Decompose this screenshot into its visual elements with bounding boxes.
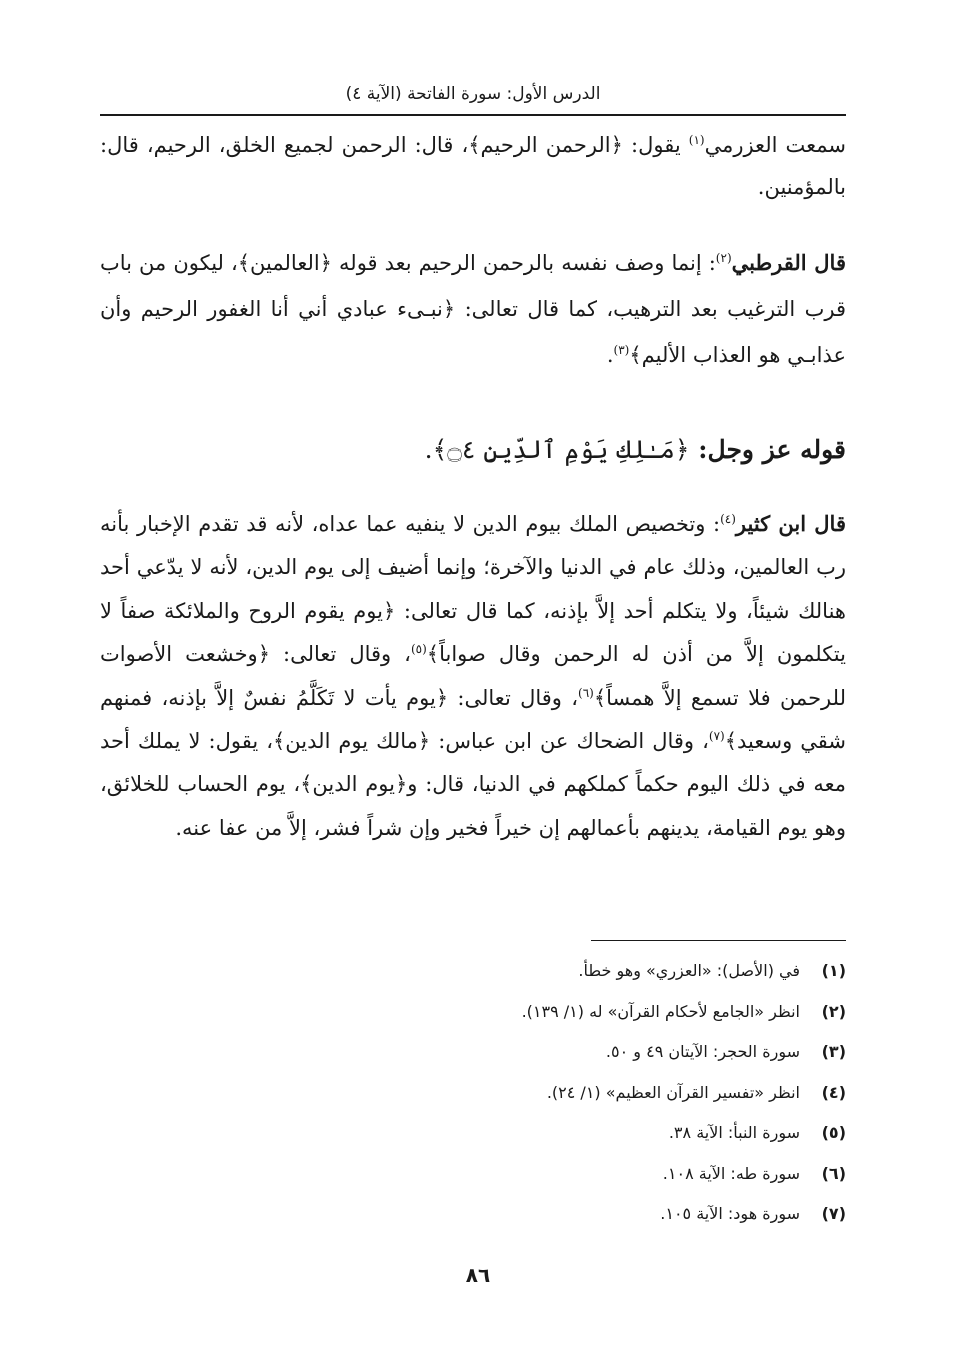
footnote-item (100, 1198, 846, 1239)
footnote-item (100, 1158, 846, 1199)
footnote-ref: (٣) (613, 343, 630, 357)
paragraph-body: : وتخصيص الملك بيوم الدين لا ينفيه عما عداه، لأنه قد تقدم الإخبار بأنه رب العالمين، وذلك عام في الدنيا والآخرة؛ وإنما أضيف إلى يوم الدين، لأنه لا يدّعي أحد هنالك شيئاً، ولا يتكلم أحد إلاَّ بإذنه، كما قال تعالى: ﴿يوم يقوم الروح والملائكة صفاً لا يتكلمون إلاَّ من أذن له الرحمن وقال صواباً﴾ (100, 512, 846, 667)
header-rule (100, 114, 846, 116)
footnote-number: (٥) (821, 1123, 846, 1142)
footnote-item (100, 996, 846, 1037)
footnote-text: سورة الحجر: الآيتان ٤٩ و ٥٠. (605, 1042, 800, 1061)
footnote-item (100, 1036, 846, 1077)
footnote-text: انظر «الجامع لأحكام القرآن» له (١/ ١٣٩). (521, 1001, 800, 1021)
paragraph-body: ، وقال تعالى: ﴿يوم يأت لا تَكَلَّمُ نفسٌ إلاَّ بإذنه، فمنهم شقي وسعيد﴾ (100, 685, 847, 754)
footnote-number: (٢) (821, 1001, 846, 1021)
footnote-separator (591, 940, 846, 941)
paragraph-body: ، وقال الضحاك عن ابن عباس: ﴿مالك يوم الدين﴾، يقول: لا يملك أحد معه في ذلك اليوم حكماً كملكهم في الدنيا، قال: و﴿يوم الدين﴾، يوم الحساب للخلائق، وهو يوم القيامة، يدينهم بأعمالهم إن خيراً فخير وإن شراً فشر، إلاَّ من عفا عنه. (100, 729, 846, 840)
section-heading (100, 430, 846, 470)
footnote-item (100, 1077, 846, 1118)
footnote-number: (٣) (821, 1042, 846, 1061)
footnote-number: (٧) (821, 1204, 846, 1223)
footnote-ref: (٦) (578, 685, 594, 700)
paragraph-text (100, 124, 846, 208)
paragraph-azrami (100, 124, 846, 208)
footnote-text: انظر «تفسير القرآن العظيم» (١/ ٢٤). (546, 1082, 800, 1102)
running-header: الدرس الأول: سورة الفاتحة (الآية ٤) (345, 84, 601, 104)
page-number: ٨٦ (465, 1263, 491, 1287)
footnote-number: (٦) (821, 1163, 846, 1183)
footnote-item (100, 1117, 846, 1158)
author-name: قال ابن كثير (735, 511, 846, 536)
paragraph-ibn-kathir (100, 502, 846, 850)
verse-text: ﴿مَـٰلِكِ يَوْمِ ٱلدِّينِ ۝٤﴾ (432, 435, 690, 464)
paragraph-text (100, 240, 846, 378)
footnote-text: سورة النبأ: الآية ٣٨. (668, 1123, 800, 1142)
paragraph-text (100, 502, 846, 850)
footnote-ref: (٥) (410, 642, 427, 657)
footnote-number: (١) (821, 961, 846, 980)
paragraph-qurtubi (100, 240, 846, 378)
footnote-ref: (٢) (715, 251, 732, 265)
paragraph-lead: سمعت العزرمي (704, 133, 846, 157)
paragraph-body: : إنما وصف نفسه بالرحمن الرحيم بعد قوله ﴿العالمين﴾، ليكون من باب قرب الترغيب بعد الترهيب، كما قال تعالى: ﴿نبـىء عبادي أني أنا الغفور الرحيم وأن عذابـي هو العذاب الأليم﴾ (100, 251, 846, 367)
author-name: قال القرطبي (731, 250, 846, 275)
footnote-ref: (١) (688, 133, 705, 147)
paragraph-end: . (606, 343, 614, 367)
footnote-text: سورة هود: الآية ١٠٥. (660, 1204, 800, 1223)
footnote-text: في (الأصل): «العزري» وهو خطأ. (578, 961, 800, 980)
heading-lead: قوله عز وجل: (689, 435, 846, 464)
footnote-item (100, 955, 846, 996)
heading-end: . (424, 435, 433, 464)
footnote-ref: (٤) (720, 512, 736, 526)
footnote-ref: (٧) (708, 729, 725, 744)
footnotes-list (100, 955, 846, 1239)
paragraph-body: ، وقال تعالى: ﴿وخشعت الأصوات للرحمن فلا تسمع إلاَّ همساً﴾ (100, 642, 846, 710)
paragraph-body: يقول: ﴿الرحمن الرحيم﴾، قال: الرحمن لجميع الخلق، الرحيم، قال: بالمؤمنين. (100, 133, 846, 199)
footnote-number: (٤) (821, 1082, 846, 1102)
footnote-text: سورة طه: الآية ١٠٨. (662, 1163, 800, 1183)
